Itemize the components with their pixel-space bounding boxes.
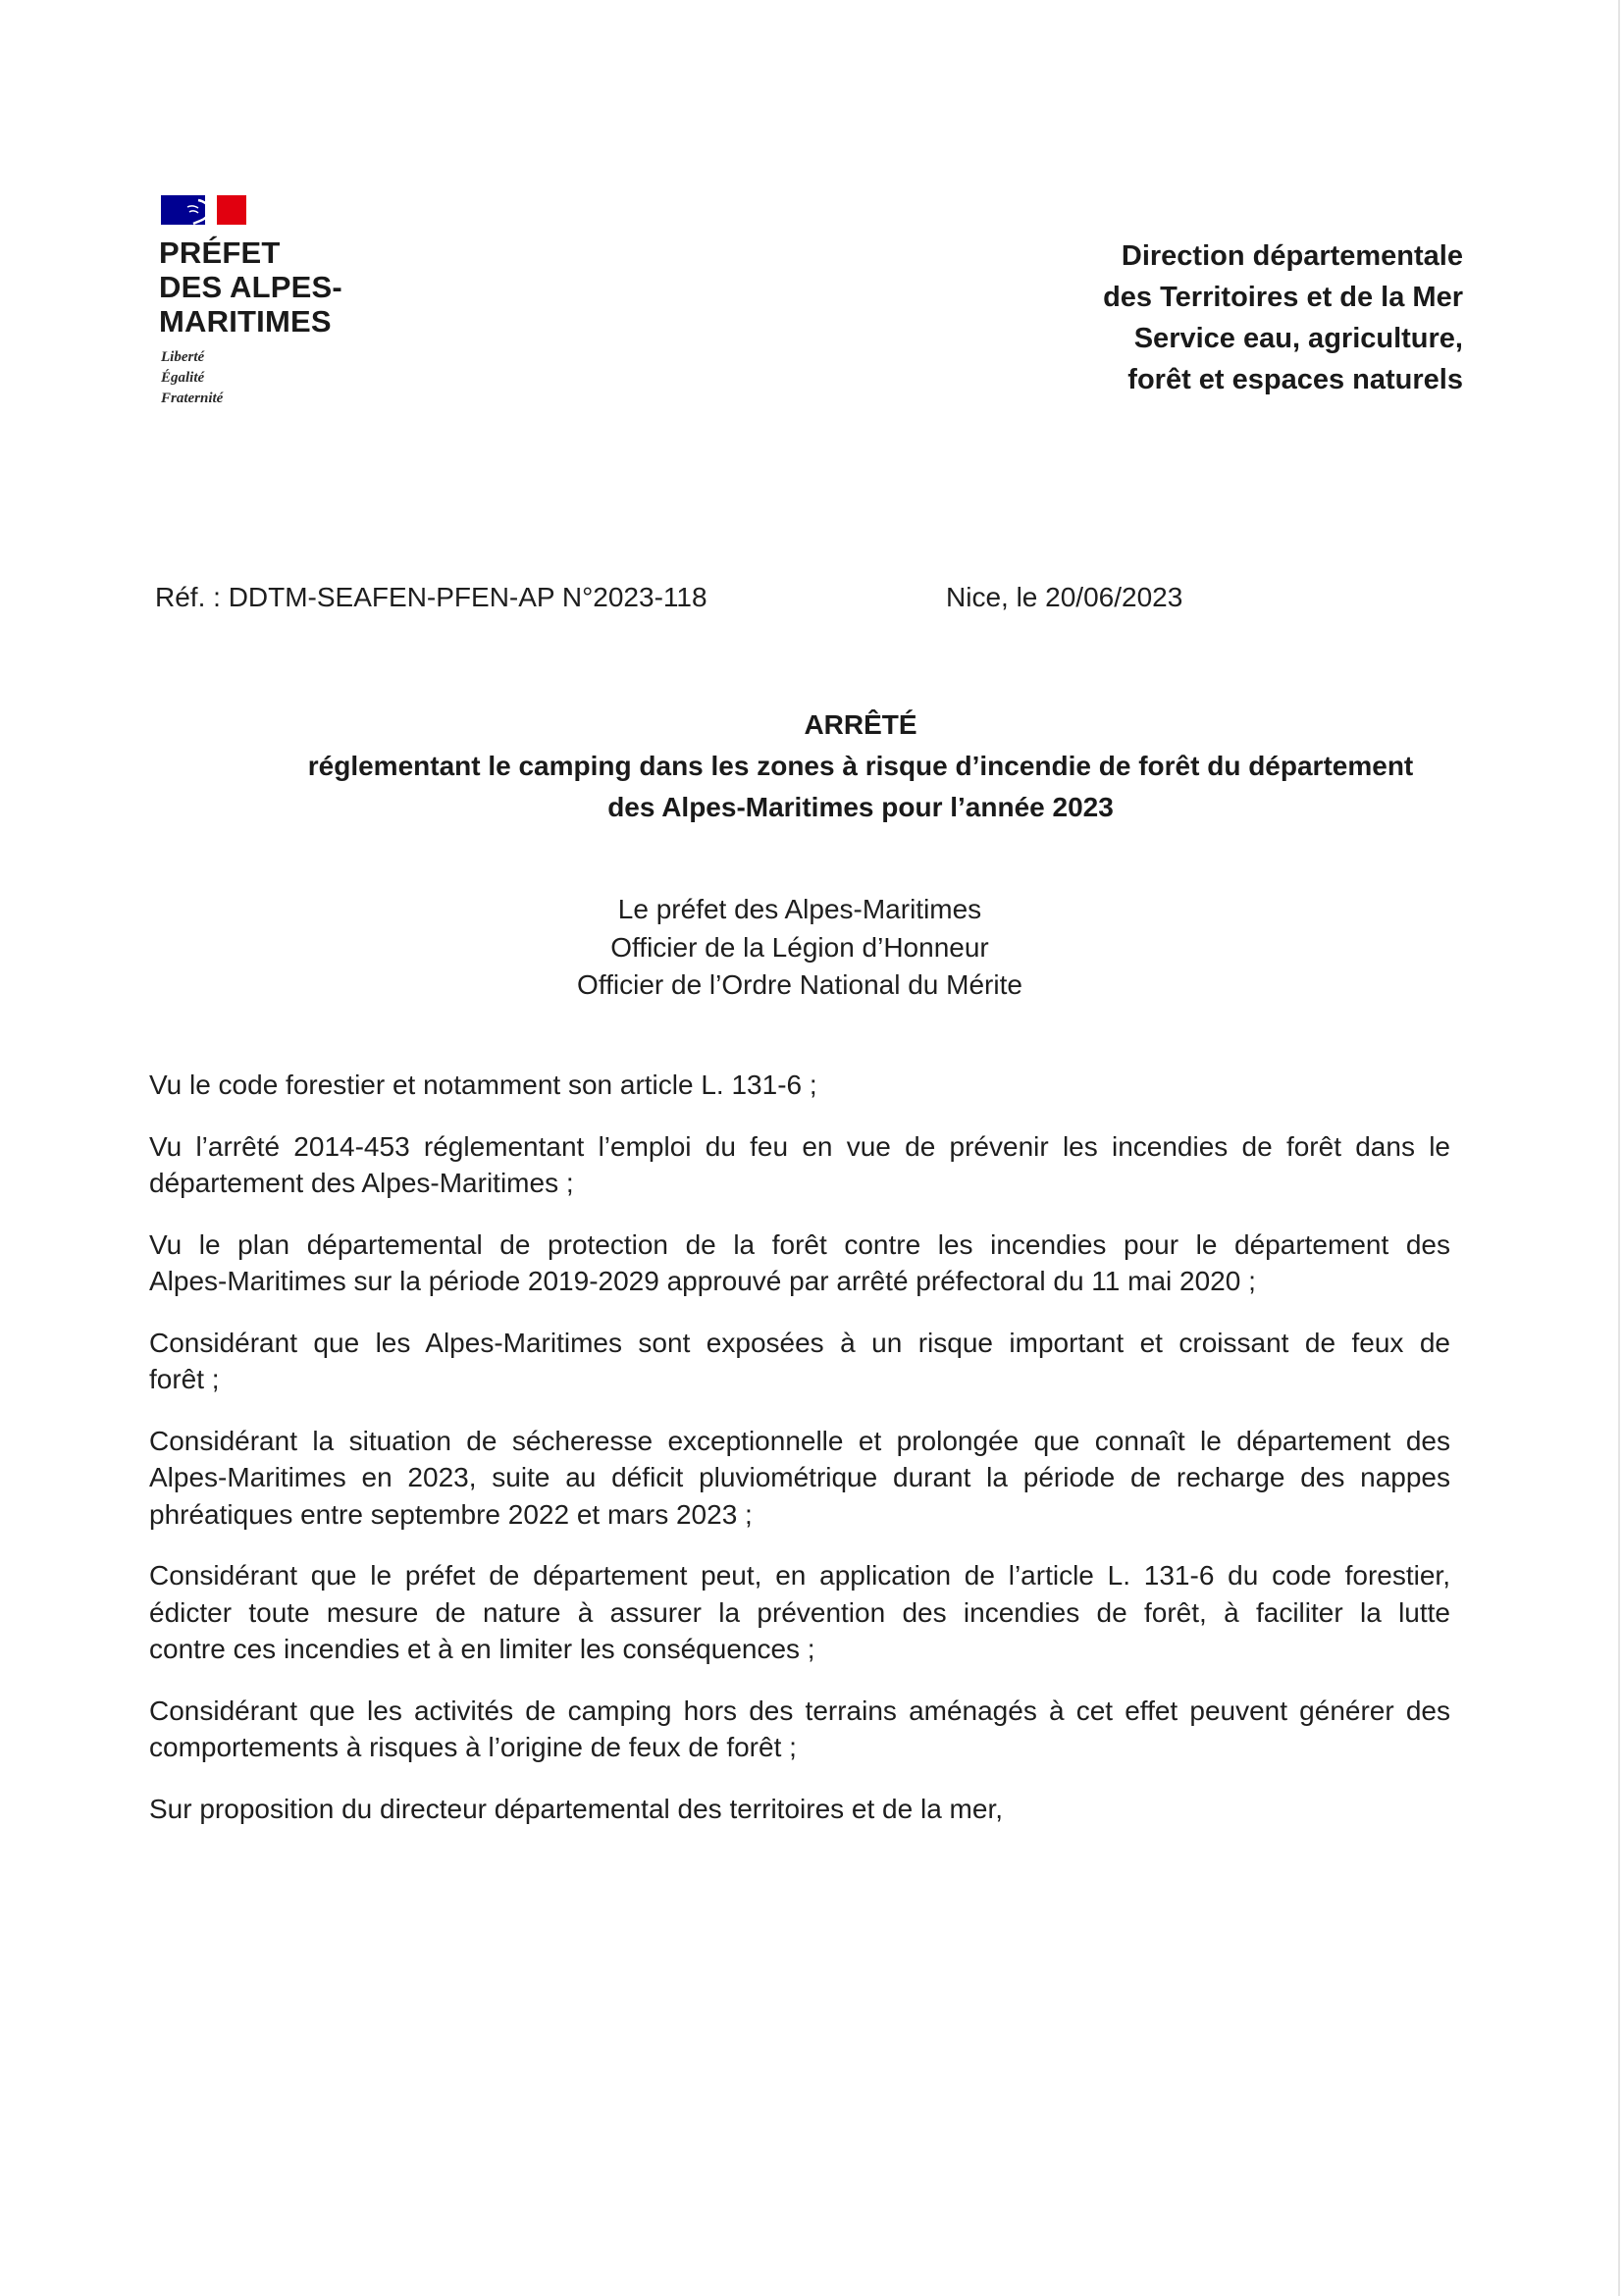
recital-paragraph xyxy=(149,1325,1450,1398)
issuer-line: forêt et espaces naturels xyxy=(1127,364,1463,395)
authority-line: Officier de l’Ordre National du Mérite xyxy=(577,969,1022,1000)
motto-line: Égalité xyxy=(161,370,205,386)
decree-subtitle-line: des Alpes-Maritimes pour l’année 2023 xyxy=(607,792,1114,822)
recital-line: Considérant la situation de sécheresse exceptionnelle et prolongée que connaît le département des xyxy=(149,1425,1450,1456)
recital-line: Vu le code forestier et notamment son article L. 131-6 ; xyxy=(149,1070,817,1100)
recital-paragraph xyxy=(149,1791,1450,1828)
recital-line: Considérant que les activités de camping hors des terrains aménagés à cet effet peuvent générer des xyxy=(149,1695,1450,1726)
logo-title-line: DES ALPES- xyxy=(159,270,342,304)
recitals xyxy=(149,1067,1450,1852)
recital-line: édicter toute mesure de nature à assurer la prévention des incendies de forêt, à faciliter la lutte xyxy=(149,1596,1450,1628)
recital-paragraph xyxy=(149,1557,1450,1668)
scan-edge xyxy=(1618,0,1620,2296)
prefecture-logo-title xyxy=(159,235,342,339)
motto-line: Fraternité xyxy=(161,391,224,406)
recital-line: phréatiques entre septembre 2022 et mars 2023 ; xyxy=(149,1498,753,1530)
issuer-line: Service eau, agriculture, xyxy=(1133,323,1463,354)
recital-paragraph xyxy=(149,1128,1450,1202)
recital-line: Sur proposition du directeur départemental des territoires et de la mer, xyxy=(149,1793,1004,1824)
flag-red-band xyxy=(217,195,246,225)
place-and-date: Nice, le 20/06/2023 xyxy=(946,582,1183,612)
republic-motto xyxy=(161,347,223,409)
recital-paragraph xyxy=(149,1693,1450,1766)
issuer-line: des Territoires et de la Mer xyxy=(1103,282,1463,313)
decree-subtitle-line: réglementant le camping dans les zones à risque d’incendie de forêt du département xyxy=(307,751,1414,781)
recital-line: Vu le plan départemental de protection de la forêt contre les incendies pour le département des xyxy=(149,1228,1450,1260)
issuing-authority xyxy=(149,891,1450,1005)
authority-line: Officier de la Légion d’Honneur xyxy=(610,931,989,963)
recital-line: département des Alpes-Maritimes ; xyxy=(149,1168,574,1198)
reference-number: Réf. : DDTM-SEAFEN-PFEN-AP N°2023-118 xyxy=(155,582,707,612)
recital-paragraph xyxy=(149,1067,1450,1104)
decree-title xyxy=(267,704,1454,828)
recital-paragraph xyxy=(149,1226,1450,1300)
recital-line: comportements à risques à l’origine de feux de forêt ; xyxy=(149,1732,797,1762)
logo-title-line: PRÉFET xyxy=(159,235,281,270)
recital-line: contre ces incendies et à en limiter les conséquences ; xyxy=(149,1634,815,1664)
recital-line: forêt ; xyxy=(149,1364,220,1394)
recital-line: Alpes-Maritimes sur la période 2019-2029 approuvé par arrêté préfectoral du 11 mai 2020 ; xyxy=(149,1266,1256,1296)
recital-line: Alpes-Maritimes en 2023, suite au déficit pluviométrique durant la période de recharge des nappes xyxy=(149,1462,1450,1492)
marianne-flag-icon xyxy=(161,195,246,225)
logo-title-line: MARITIMES xyxy=(159,304,332,339)
decree-heading: ARRÊTÉ xyxy=(804,709,917,740)
recital-line: Considérant que les Alpes-Maritimes sont exposées à un risque important et croissant de feux de xyxy=(149,1327,1450,1358)
issuer-line: Direction départementale xyxy=(1121,240,1463,272)
motto-line: Liberté xyxy=(161,349,205,365)
authority-line: Le préfet des Alpes-Maritimes xyxy=(617,894,982,924)
recital-line: Vu l’arrêté 2014-453 réglementant l’emploi du feu en vue de prévenir les incendies de forêt dans le xyxy=(149,1130,1450,1162)
issuing-service xyxy=(1103,235,1463,400)
recital-paragraph xyxy=(149,1423,1450,1534)
recital-line: Considérant que le préfet de département peut, en application de l’article L. 131-6 du code forestier, xyxy=(149,1560,1450,1591)
